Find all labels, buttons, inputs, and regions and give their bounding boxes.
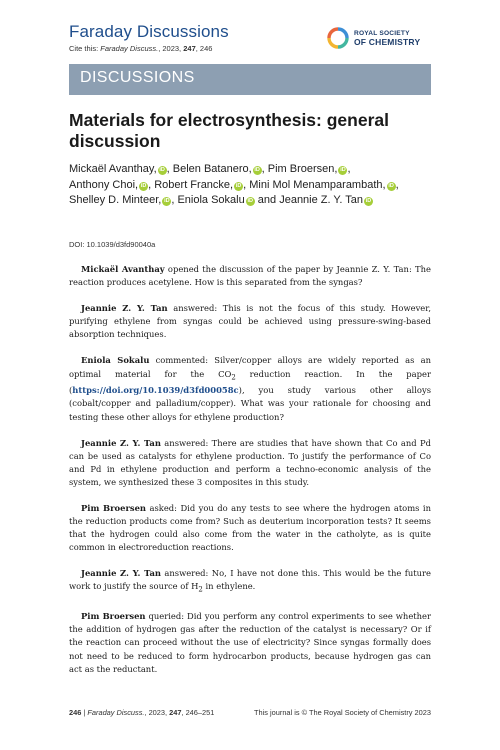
rsc-logo-text [354, 30, 420, 46]
speaker-name: Mickaël Avanthay [81, 264, 165, 274]
discussion-body [69, 263, 431, 689]
orcid-icon[interactable]: iD [164, 198, 170, 204]
paragraph-text: commented: Silver/copper alloys are widely reported as an optimal material for the CO [69, 355, 431, 379]
rsc-logo [327, 27, 437, 51]
author-list: Mickaël Avanthay, iD , Belen Batanero, iD , Pim Broersen, iD , Anthony Choi, iD , Robert Francke, iD , Mini Mol Menamparambath, iD , Shelley D. Minteer, iD , Eniola Sokalu iD and Jeannie Z. Y. Tan iD [69, 163, 399, 206]
speaker-name: Jeannie Z. Y. Tan [81, 437, 161, 448]
cite-journal: Faraday Discuss. [100, 44, 159, 53]
speaker-name: Pim Broersen [81, 611, 146, 622]
footer-year: , 2023, [144, 708, 170, 717]
speaker-name: Pim Broersen [81, 502, 147, 513]
paragraph-text: reduction reaction. In the paper ( [69, 368, 431, 396]
orcid-icon[interactable]: iD [365, 198, 372, 204]
author[interactable]: Anthony Choi, [69, 178, 139, 191]
paragraph-text: ), you study various other alloys (cobalt/copper and palladium/copper). What was your rationale for choosing and testing these other alloys for ethylene production? [69, 385, 431, 422]
discussion-paragraph [69, 610, 431, 675]
subscript: 2 [198, 586, 203, 595]
footer-journal: Faraday Discuss. [87, 708, 145, 717]
doi-line[interactable]: DOI: 10.1039/d3fd90040a [69, 240, 156, 249]
orcid-icon[interactable]: iD [388, 182, 394, 189]
paragraph-text: queried: Did you perform any control experiments to see whether the addition of hydrogen gas after the reduction of the catalyst is necessary? Or if the reaction can proceed without the use of electricity? Since syngas formally does not need to be reduced to form hydrocarbon products, because hydrogen gas can act as the reductant. [69, 611, 431, 674]
paragraph-text: in ethylene. [202, 581, 256, 592]
author[interactable]: Eniola Sokalu [177, 194, 245, 206]
paragraph-text: answered: No, I have not done this. This would be the future work to justify the source of H [69, 568, 431, 592]
orcid-icon[interactable]: iD [159, 167, 165, 173]
author[interactable]: Mini Mol Menamparambath, [249, 178, 386, 191]
rsc-logo-icon [327, 27, 349, 49]
subscript: 2 [231, 373, 236, 382]
paragraph-text: opened the discussion of the paper by Jeannie Z. Y. Tan: The reaction produces acetylene. How is this separated from the syngas? [69, 264, 431, 288]
cite-prefix: Cite this: [69, 44, 101, 53]
article-title: Materials for electrosynthesis: general discussion [69, 110, 389, 151]
cite-page: , 246 [195, 44, 213, 53]
discussion-paragraph [69, 302, 431, 341]
discussion-paragraph [69, 567, 431, 597]
section-banner [69, 64, 431, 95]
journal-title: Faraday Discussions [69, 22, 229, 41]
orcid-icon[interactable]: iD [254, 167, 260, 173]
section-label: DISCUSSIONS [80, 69, 195, 86]
speaker-name: Eniola Sokalu [81, 355, 150, 366]
author[interactable]: Robert Francke, [154, 178, 234, 191]
footer-separator: | [81, 708, 88, 717]
author[interactable]: Mickaël Avanthay, [69, 163, 157, 175]
orcid-icon[interactable]: iD [140, 182, 147, 189]
discussion-paragraph [69, 263, 431, 289]
cite-volume: 247 [183, 44, 196, 53]
author[interactable]: Shelley D. Minteer, [69, 194, 162, 206]
doi-link[interactable]: https://doi.org/10.1039/d3fd00058c [72, 385, 239, 396]
cite-year: , 2023, [158, 44, 184, 53]
speaker-name: Jeannie Z. Y. Tan [81, 568, 162, 579]
discussion-paragraph [69, 437, 431, 489]
orcid-icon[interactable]: iD [247, 198, 253, 204]
paragraph-text: answered: There are studies that have shown that Co and Pd can be used as catalysts for ethylene production. To justify the performance of Co and Pd in ethylene production and perform a techno-economic analysis of the system, we synthesized these 3 composites in this study. [69, 437, 431, 487]
footer-pages: , 246–251 [181, 708, 215, 717]
rsc-line2: OF CHEMISTRY [354, 37, 421, 47]
discussion-paragraph [69, 502, 431, 554]
rsc-line1: ROYAL SOCIETY [354, 30, 410, 37]
orcid-icon[interactable]: iD [340, 167, 346, 173]
author[interactable]: and Jeannie Z. Y. Tan [257, 194, 363, 206]
footer-citation [69, 708, 214, 717]
discussion-paragraph [69, 354, 431, 423]
footer-volume: 247 [169, 708, 182, 717]
footer-copyright: This journal is © The Royal Society of Chemistry 2023 [253, 708, 431, 717]
page-number: 246 [69, 708, 82, 717]
author[interactable]: Pim Broersen, [267, 163, 338, 175]
paragraph-text: answered: This is not the focus of this study. However, purifying ethylene from syngas could be achieved using pressure-swing-based absorption techniques. [69, 303, 431, 340]
orcid-icon[interactable]: iD [235, 182, 242, 189]
speaker-name: Jeannie Z. Y. Tan [81, 303, 168, 314]
author[interactable]: Belen Batanero, [172, 163, 252, 175]
paragraph-text: asked: Did you do any tests to see where the hydrogen atoms in the reduction products come from? Such as deuterium incorporation tests? It seems that the hydrogen could also come from the water in the catholyte, as is quite common in electroreduction reactions. [69, 502, 431, 553]
